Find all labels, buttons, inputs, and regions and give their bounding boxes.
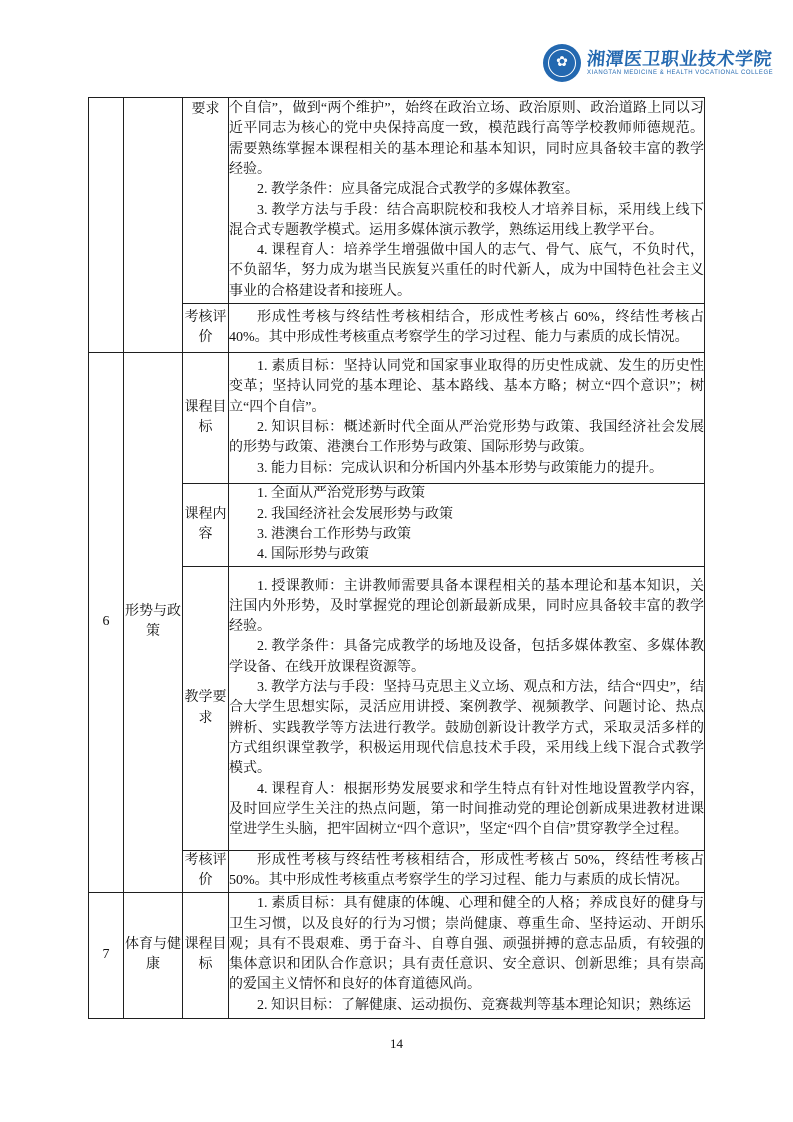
course-name-cell: 形势与政策 [124, 353, 183, 893]
course-number-cell: 6 [89, 353, 124, 893]
course-name-cell [124, 98, 183, 353]
paragraph: 1. 授课教师：主讲教师需要具备本课程相关的基本理论和基本知识，关注国内外形势，及时掌握党的理论创新最新成果，同时应具备较丰富的教学经验。 [229, 578, 704, 635]
paragraph: 1. 全面从严治党形势与政策 [257, 486, 425, 502]
emblem-inner-ring [548, 49, 576, 77]
row-label-requirements: 要求 [183, 98, 229, 304]
page-number: 14 [390, 1036, 403, 1051]
cell-assessment-evaluation [229, 304, 705, 353]
cell-course-objectives [229, 892, 705, 1018]
paragraph: 2. 教学条件：具备完成教学的场地及设备，包括多媒体教室、多媒体教学设备、在线开放课程资源等。 [229, 639, 704, 675]
table-row [89, 353, 705, 484]
row-label-course-objectives: 课程目标 [183, 892, 229, 1018]
college-name-zh: 湘潭医卫职业技术学院 [586, 49, 773, 69]
cell-assessment-evaluation [229, 851, 705, 893]
paragraph: 个自信”，做到“两个维护”，始终在政治立场、政治原则、政治道路上同以习近平同志为核心的党中央保持高度一致，模范践行高等学校教师师德规范。需要熟练掌握本课程相关的基本理论和基本知识，同时应具备较丰富的教学经验。 [229, 101, 704, 177]
paragraph: 1. 素质目标：坚持认同党和国家事业取得的历史性成就、发生的历史性变革；坚持认同党的基本理论、基本路线、基本方略；树立“四个意识”；树立“四个自信”。 [229, 359, 704, 415]
paragraph: 4. 国际形势与政策 [257, 547, 369, 563]
cell-course-content [229, 484, 705, 567]
table-row [89, 892, 705, 1018]
paragraph: 4. 课程育人：培养学生增强做中国人的志气、骨气、底气，不负时代，不负韶华，努力成为堪当民族复兴重任的时代新人，成为中国特色社会主义事业的合格建设者和接班人。 [229, 243, 704, 299]
cell-course-objectives [229, 353, 705, 484]
paragraph: 3. 教学方法与手段：结合高职院校和我校人才培养目标，采用线上线下混合式专题教学模式。运用多媒体演示教学，熟练运用线上教学平台。 [229, 202, 704, 238]
lotus-flower-icon: ✿ [556, 55, 568, 70]
paragraph: 2. 知识目标：概述新时代全面从严治党形势与政策、我国经济社会发展的形势与政策、港澳台工作形势与政策、国际形势与政策。 [229, 420, 704, 456]
row-label-course-objectives: 课程目标 [183, 353, 229, 484]
paragraph: 3. 能力目标：完成认识和分析国内外基本形势与政策能力的提升。 [257, 460, 663, 476]
college-emblem-icon [543, 44, 581, 82]
paragraph: 4. 课程育人：根据形势发展要求和学生特点有针对性地设置教学内容，及时回应学生关注的热点问题，第一时间推动党的理论创新成果进教材进课堂进学生头脑，把牢固树立“四个意识”，坚定“四个自信”贯穿教学全过程。 [229, 781, 704, 838]
curriculum-table [88, 97, 705, 1019]
college-name-block [587, 49, 773, 77]
cell-teaching-requirements [229, 567, 705, 851]
paragraph: 2. 我国经济社会发展形势与政策 [257, 506, 453, 522]
row-label-assessment: 考核评价 [183, 851, 229, 893]
paragraph: 3. 教学方法与手段：坚持马克思主义立场、观点和方法，结合“四史”，结合大学生思想实际，灵活应用讲授、案例教学、视频教学、问题讨论、热点辨析、实践教学等方法进行教学。鼓励创新设计教学方式，采取灵活多样的方式组织课堂教学，积极运用现代信息技术手段，采用线上线下混合式教学模式。 [229, 680, 704, 777]
paragraph: 2. 知识目标：了解健康、运动损伤、竞赛裁判等基本理论知识；熟练运 [257, 997, 691, 1013]
paragraph: 形成性考核与终结性考核相结合，形成性考核占 50%，终结性考核占 50%。其中形成性考核重点考察学生的学习过程、能力与素质的成长情况。 [229, 853, 704, 889]
paragraph: 3. 港澳台工作形势与政策 [257, 527, 411, 542]
course-name-cell: 体育与健康 [124, 892, 183, 1018]
course-number-cell: 7 [89, 892, 124, 1018]
cell-teaching-requirements-continued [229, 98, 705, 304]
table-row [89, 98, 705, 304]
row-label-assessment: 考核评价 [183, 304, 229, 353]
college-logo [543, 44, 773, 82]
college-name-en: XIANGTAN MEDICINE & HEALTH VOCATIONAL COLLEGE [587, 70, 774, 76]
row-label-teaching-requirements: 教学要求 [183, 567, 229, 851]
paragraph: 2. 教学条件：应具备完成混合式教学的多媒体教室。 [257, 182, 579, 198]
course-number-cell [89, 98, 124, 353]
paragraph: 1. 素质目标：具有健康的体魄、心理和健全的人格；养成良好的健身与卫生习惯，以及良好的行为习惯；崇尚健康、尊重生命、坚持运动、开朗乐观；具有不畏艰难、勇于奋斗、自尊自强、顽强拼搏的意志品质，有较强的集体意识和团队合作意识；具有责任意识、安全意识、创新思维；具有崇高的爱国主义情怀和良好的体育道德风尚。 [229, 896, 704, 993]
paragraph: 形成性考核与终结性考核相结合，形成性考核占 60%，终结性考核占 40%。其中形成性考核重点考察学生的学习过程、能力与素质的成长情况。 [229, 309, 704, 345]
row-label-course-content: 课程内容 [183, 484, 229, 567]
